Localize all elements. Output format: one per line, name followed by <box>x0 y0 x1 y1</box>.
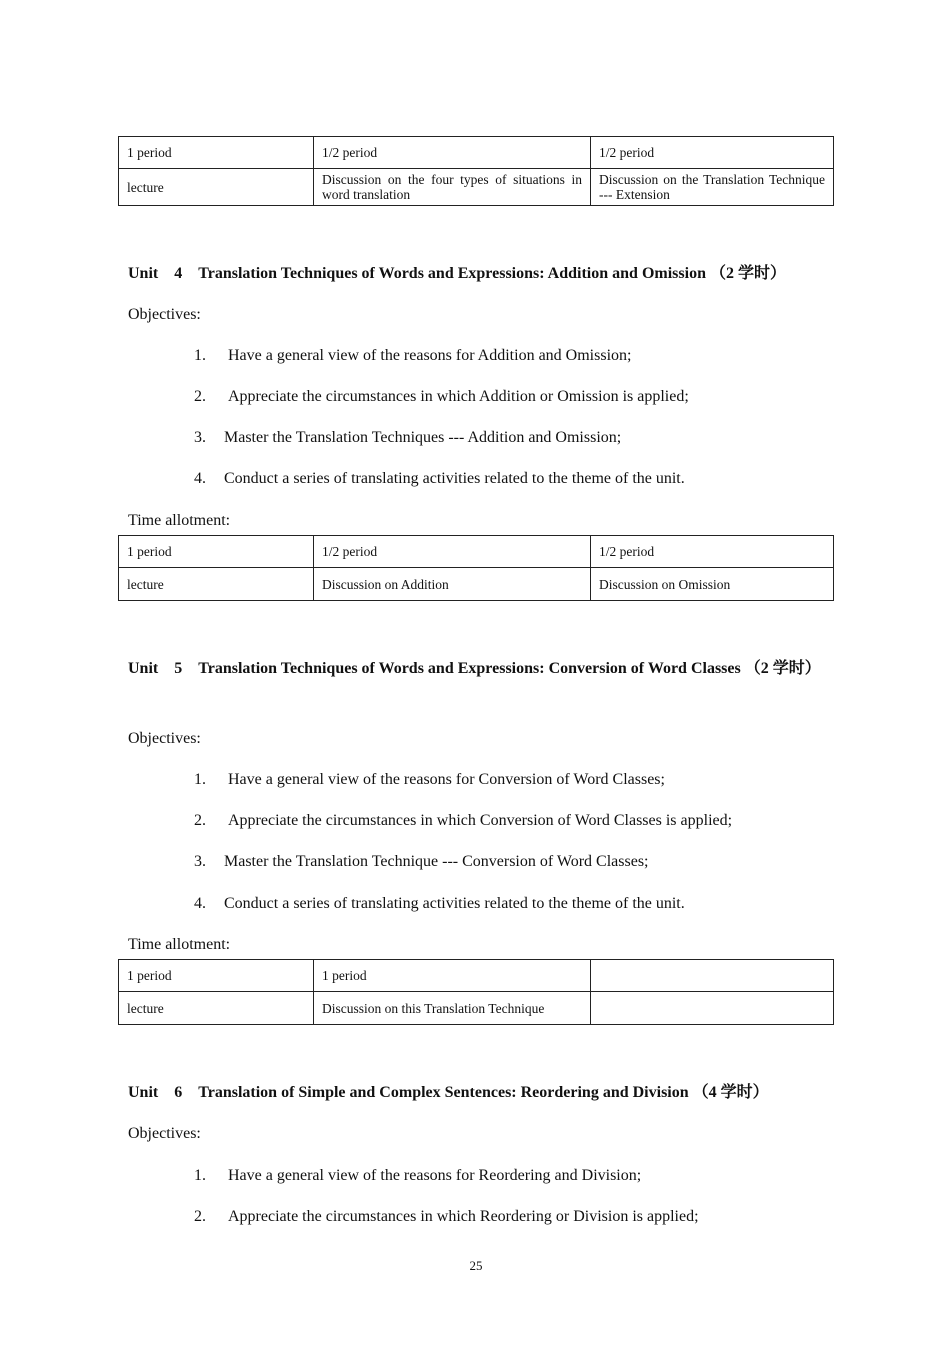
objectives-label: Objectives: <box>128 730 201 747</box>
objectives-label: Objectives: <box>128 306 201 323</box>
unit-title: Translation Techniques of Words and Expressions: Addition and Omission <box>198 265 706 282</box>
table-row <box>119 568 834 601</box>
table-cell: 1 period <box>119 960 314 992</box>
objective-item: 1. Have a general view of the reasons for Reordering and Division; <box>194 1167 642 1184</box>
table-cell: 1 period <box>314 960 591 992</box>
time-allotment-table-unit5 <box>118 959 834 1025</box>
objective-item: 2. Appreciate the circumstances in which Addition or Omission is applied; <box>194 388 689 405</box>
table-cell: lecture <box>119 992 314 1025</box>
time-allotment-table-unit4 <box>118 535 834 601</box>
unit-label: Unit <box>128 265 159 282</box>
unit-hours: （2 学时） <box>744 660 821 677</box>
table-cell: 1/2 period <box>591 137 834 169</box>
objective-item: 2. Appreciate the circumstances in which Reordering or Division is applied; <box>194 1208 699 1225</box>
unit-hours: （4 学时） <box>692 1084 769 1101</box>
table-cell: Discussion on the four types of situations in word translation <box>314 169 591 206</box>
table-cell: Discussion on the Translation Technique --- Extension <box>591 169 834 206</box>
table-cell: 1 period <box>119 536 314 568</box>
table-cell <box>591 992 834 1025</box>
table-cell <box>591 960 834 992</box>
table-cell: 1/2 period <box>314 137 591 169</box>
time-allotment-label: Time allotment: <box>128 936 231 953</box>
table-row <box>119 992 834 1025</box>
table-row <box>119 536 834 568</box>
time-allotment-table-unit3 <box>118 136 834 206</box>
unit-title: Translation Techniques of Words and Expressions: Conversion of Word Classes <box>198 660 741 677</box>
objective-item: 1. Have a general view of the reasons for Conversion of Word Classes; <box>194 771 665 788</box>
table-cell: 1 period <box>119 137 314 169</box>
objective-item: 4. Conduct a series of translating activities related to the theme of the unit. <box>194 470 685 487</box>
objective-item: 1. Have a general view of the reasons for Addition and Omission; <box>194 347 632 364</box>
unit-label: Unit <box>128 660 159 677</box>
unit-number: 6 <box>174 1084 183 1101</box>
objective-item: 4. Conduct a series of translating activities related to the theme of the unit. <box>194 895 685 912</box>
table-cell: 1/2 period <box>591 536 834 568</box>
table-row <box>119 960 834 992</box>
table-cell: lecture <box>119 568 314 601</box>
objectives-label: Objectives: <box>128 1125 201 1142</box>
table-cell: Discussion on this Translation Technique <box>314 992 591 1025</box>
table-cell: 1/2 period <box>314 536 591 568</box>
unit-4-heading <box>128 260 828 288</box>
table-cell: lecture <box>119 169 314 206</box>
unit-label: Unit <box>128 1084 159 1101</box>
objective-item: 2. Appreciate the circumstances in which Conversion of Word Classes is applied; <box>194 812 733 829</box>
unit-6-heading <box>128 1079 828 1107</box>
unit-hours: （2 学时） <box>709 265 786 282</box>
table-cell: Discussion on Addition <box>314 568 591 601</box>
table-cell: Discussion on Omission <box>591 568 834 601</box>
unit-5-heading <box>128 655 828 683</box>
time-allotment-label: Time allotment: <box>128 512 231 529</box>
table-row <box>119 137 834 169</box>
page-number: 25 <box>469 1258 483 1273</box>
table-row <box>119 169 834 206</box>
unit-number: 4 <box>174 265 183 282</box>
objective-item: 3. Master the Translation Technique --- Conversion of Word Classes; <box>194 853 649 870</box>
unit-title: Translation of Simple and Complex Sentences: Reordering and Division <box>198 1084 689 1101</box>
unit-number: 5 <box>174 660 183 677</box>
objective-item: 3. Master the Translation Techniques --- Addition and Omission; <box>194 429 622 446</box>
